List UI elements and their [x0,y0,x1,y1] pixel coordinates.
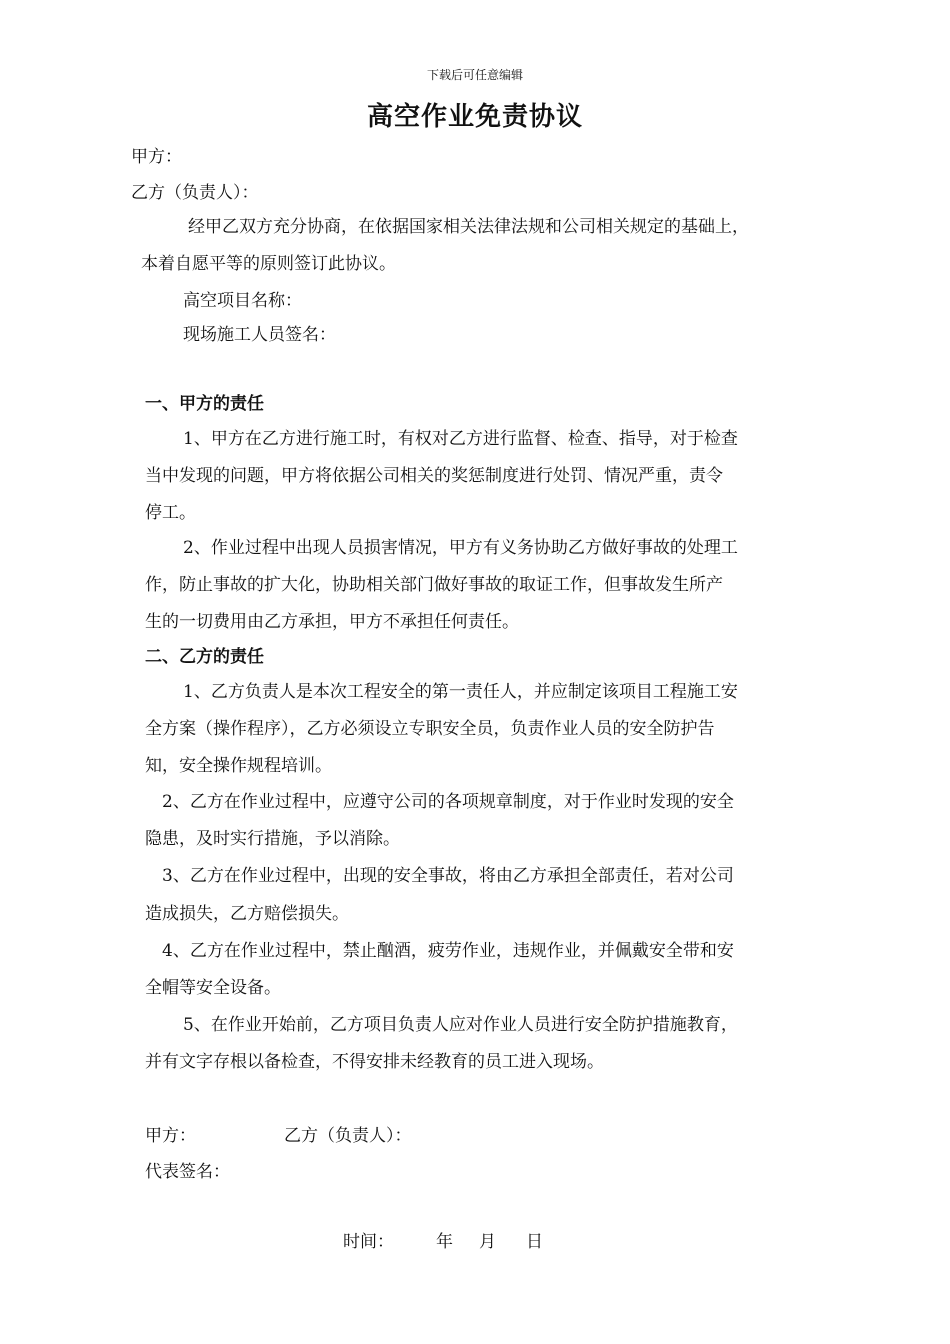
section2-item3-line2: 造成损失，乙方赔偿损失。 [145,904,349,924]
section1-item1-line1: 1、甲方在乙方进行施工时，有权对乙方进行监督、检查、指导，对于检查 [183,429,738,449]
project-name-label: 高空项目名称： [183,291,302,311]
year-label: 年 [436,1232,453,1252]
worker-sign-label: 现场施工人员签名： [183,325,336,345]
day-label: 日 [526,1232,543,1252]
section2-item4-line1: 4、乙方在作业过程中，禁止酗酒，疲劳作业，违规作业，并佩戴安全带和安 [162,941,734,961]
sign-party-b-label: 乙方（负责人）： [284,1126,412,1146]
intro-line-1: 经甲乙双方充分协商，在依据国家相关法律法规和公司相关规定的基础上， [188,217,749,237]
party-b-label: 乙方（负责人）： [131,183,259,203]
sign-party-a-label: 甲方： [145,1126,196,1146]
section2-item1-line2: 全方案（操作程序），乙方必须设立专职安全员，负责作业人员的安全防护告 [145,719,715,739]
section2-item5-line1: 5、在作业开始前，乙方项目负责人应对作业人员进行安全防护措施教育， [183,1015,738,1035]
section2-item4-line2: 全帽等安全设备。 [145,978,281,998]
section1-item2-line2: 作，防止事故的扩大化，协助相关部门做好事故的取证工作，但事故发生所产 [145,575,723,595]
header-note: 下载后可任意编辑 [426,68,523,82]
section1-heading: 一、甲方的责任 [145,394,264,414]
intro-line-2: 本着自愿平等的原则签订此协议。 [141,254,396,274]
document-title: 高空作业免责协议 [366,102,583,132]
section2-item5-line2: 并有文字存根以备检查，不得安排未经教育的员工进入现场。 [145,1052,604,1072]
section2-item1-line3: 知，安全操作规程培训。 [145,756,332,776]
section1-item1-line3: 停工。 [145,503,196,523]
month-label: 月 [479,1232,496,1252]
section1-item2-line3: 生的一切费用由乙方承担，甲方不承担任何责任。 [145,612,519,632]
time-label: 时间： [343,1232,394,1252]
section1-item1-line2: 当中发现的问题，甲方将依据公司相关的奖惩制度进行处罚、情况严重，责令 [145,466,723,486]
section2-item1-line1: 1、乙方负责人是本次工程安全的第一责任人，并应制定该项目工程施工安 [183,682,738,702]
section2-heading: 二、乙方的责任 [145,647,264,667]
rep-sign-label: 代表签名： [145,1162,230,1182]
section1-item2-line1: 2、作业过程中出现人员损害情况，甲方有义务协助乙方做好事故的处理工 [183,538,738,558]
section2-item3-line1: 3、乙方在作业过程中，出现的安全事故，将由乙方承担全部责任，若对公司 [162,866,734,886]
section2-item2-line1: 2、乙方在作业过程中，应遵守公司的各项规章制度，对于作业时发现的安全 [162,792,734,812]
section2-item2-line2: 隐患，及时实行措施，予以消除。 [145,829,400,849]
party-a-label: 甲方： [131,147,182,167]
